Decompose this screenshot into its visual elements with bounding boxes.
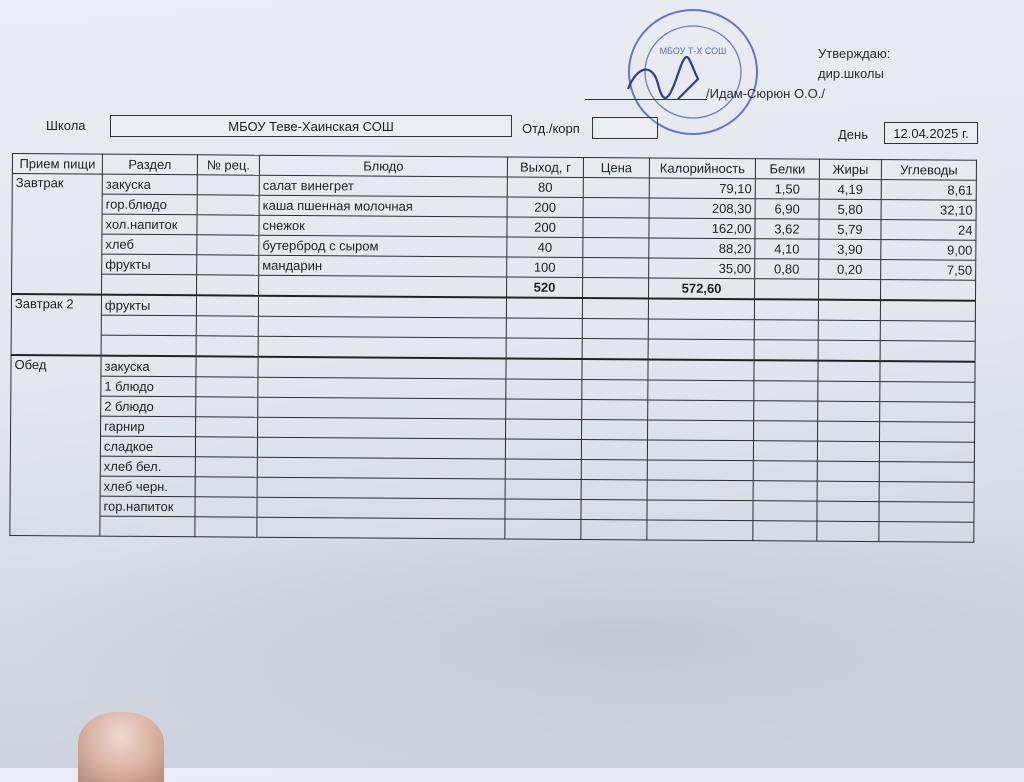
cell-carbs: 24	[881, 220, 976, 241]
school-label: Школа	[46, 118, 86, 133]
total-output: 520	[507, 277, 583, 298]
thumb-photo-artifact	[78, 712, 164, 782]
signature-line	[585, 99, 707, 100]
cell-dish: бутерброд с сыром	[259, 235, 507, 257]
cell-carbs: 9,00	[881, 240, 976, 261]
cell-section: гор.блюдо	[102, 194, 197, 215]
cell-fat: 5,79	[819, 219, 881, 239]
col-price: Цена	[583, 157, 649, 177]
cell-kcal: 35,00	[649, 258, 755, 279]
cell-section: хлеб бел.	[100, 456, 195, 477]
school-name-field: МБОУ Теве-Хаинская СОШ	[110, 115, 512, 137]
col-section: Раздел	[102, 154, 197, 175]
cell-carbs: 32,10	[881, 200, 976, 221]
cell-kcal: 79,10	[649, 178, 755, 199]
col-output: Выход, г	[507, 157, 583, 178]
cell-section: фрукты	[101, 295, 196, 316]
total-kcal: 572,60	[649, 278, 755, 299]
cell-output: 80	[507, 177, 583, 198]
cell-section: 1 блюдо	[101, 376, 196, 397]
cell-recipe	[197, 215, 259, 235]
cell-carbs: 7,50	[881, 260, 976, 281]
cell-price	[583, 197, 649, 217]
approve-signer: /Идам-Сюрюн О.О./	[706, 86, 826, 101]
cell-carbs: 8,61	[881, 180, 976, 201]
day-field: 12.04.2025 г.	[884, 122, 978, 144]
cell-output: 200	[507, 217, 583, 238]
cell-recipe	[197, 235, 259, 255]
cell-protein: 0,80	[755, 259, 819, 279]
cell-section: гор.напиток	[100, 496, 195, 517]
cell-fat: 5,80	[819, 199, 881, 219]
cell-section: гарнир	[101, 416, 196, 437]
meal-breakfast-2: Завтрак 2	[11, 294, 101, 356]
cell-section: закуска	[102, 174, 197, 195]
col-carbs: Углеводы	[881, 160, 976, 181]
cell-section	[101, 315, 196, 336]
col-protein: Белки	[755, 159, 819, 179]
cell-protein: 3,62	[755, 219, 819, 239]
cell-recipe	[197, 175, 259, 195]
approve-title: Утверждаю:	[818, 46, 891, 61]
cell-price	[583, 217, 649, 237]
cell-dish: салат винегрет	[259, 175, 507, 197]
menu-table	[9, 153, 977, 543]
cell-dish: снежок	[259, 215, 507, 237]
cell-section	[100, 516, 195, 537]
cell-recipe	[197, 255, 259, 275]
col-recipe: № рец.	[197, 155, 259, 175]
cell-section	[101, 335, 196, 356]
cell-price	[583, 237, 649, 257]
col-kcal: Калорийность	[649, 158, 755, 179]
cell-section: хлеб	[102, 234, 197, 255]
cell-output: 200	[507, 197, 583, 218]
cell-dish: мандарин	[259, 255, 507, 277]
meal-lunch: Обед	[10, 355, 101, 536]
signature-mark	[628, 57, 698, 99]
cell-fat: 0,20	[819, 259, 881, 279]
dept-field	[592, 117, 658, 139]
cell-dish: каша пшенная молочная	[259, 195, 507, 217]
day-label: День	[838, 127, 868, 142]
cell-protein: 6,90	[755, 199, 819, 219]
cell-section: сладкое	[100, 436, 195, 457]
cell-output: 100	[507, 257, 583, 278]
stamp-center-text: МБОУ Т-Х СОШ	[659, 46, 727, 56]
cell-price	[583, 177, 649, 197]
col-dish: Блюдо	[259, 155, 507, 177]
cell-protein: 4,10	[755, 239, 819, 259]
meal-breakfast: Завтрак	[12, 174, 103, 295]
dept-label: Отд./корп	[522, 121, 580, 136]
cell-kcal: 88,20	[649, 238, 755, 259]
cell-kcal: 162,00	[649, 218, 755, 239]
approve-position: дир.школы	[818, 66, 884, 81]
cell-section: 2 блюдо	[101, 396, 196, 417]
cell-section: хлеб черн.	[100, 476, 195, 497]
cell-fat: 3,90	[819, 239, 881, 259]
cell-fat: 4,19	[819, 179, 881, 199]
col-meal: Прием пищи	[12, 154, 102, 175]
cell-output: 40	[507, 237, 583, 258]
cell-section: хол.напиток	[102, 214, 197, 235]
cell-recipe	[197, 195, 259, 215]
cell-price	[583, 257, 649, 277]
cell-section: закуска	[101, 356, 196, 377]
cell-section: фрукты	[102, 254, 197, 275]
cell-protein: 1,50	[755, 179, 819, 199]
cell-kcal: 208,30	[649, 198, 755, 219]
col-fat: Жиры	[819, 159, 881, 179]
